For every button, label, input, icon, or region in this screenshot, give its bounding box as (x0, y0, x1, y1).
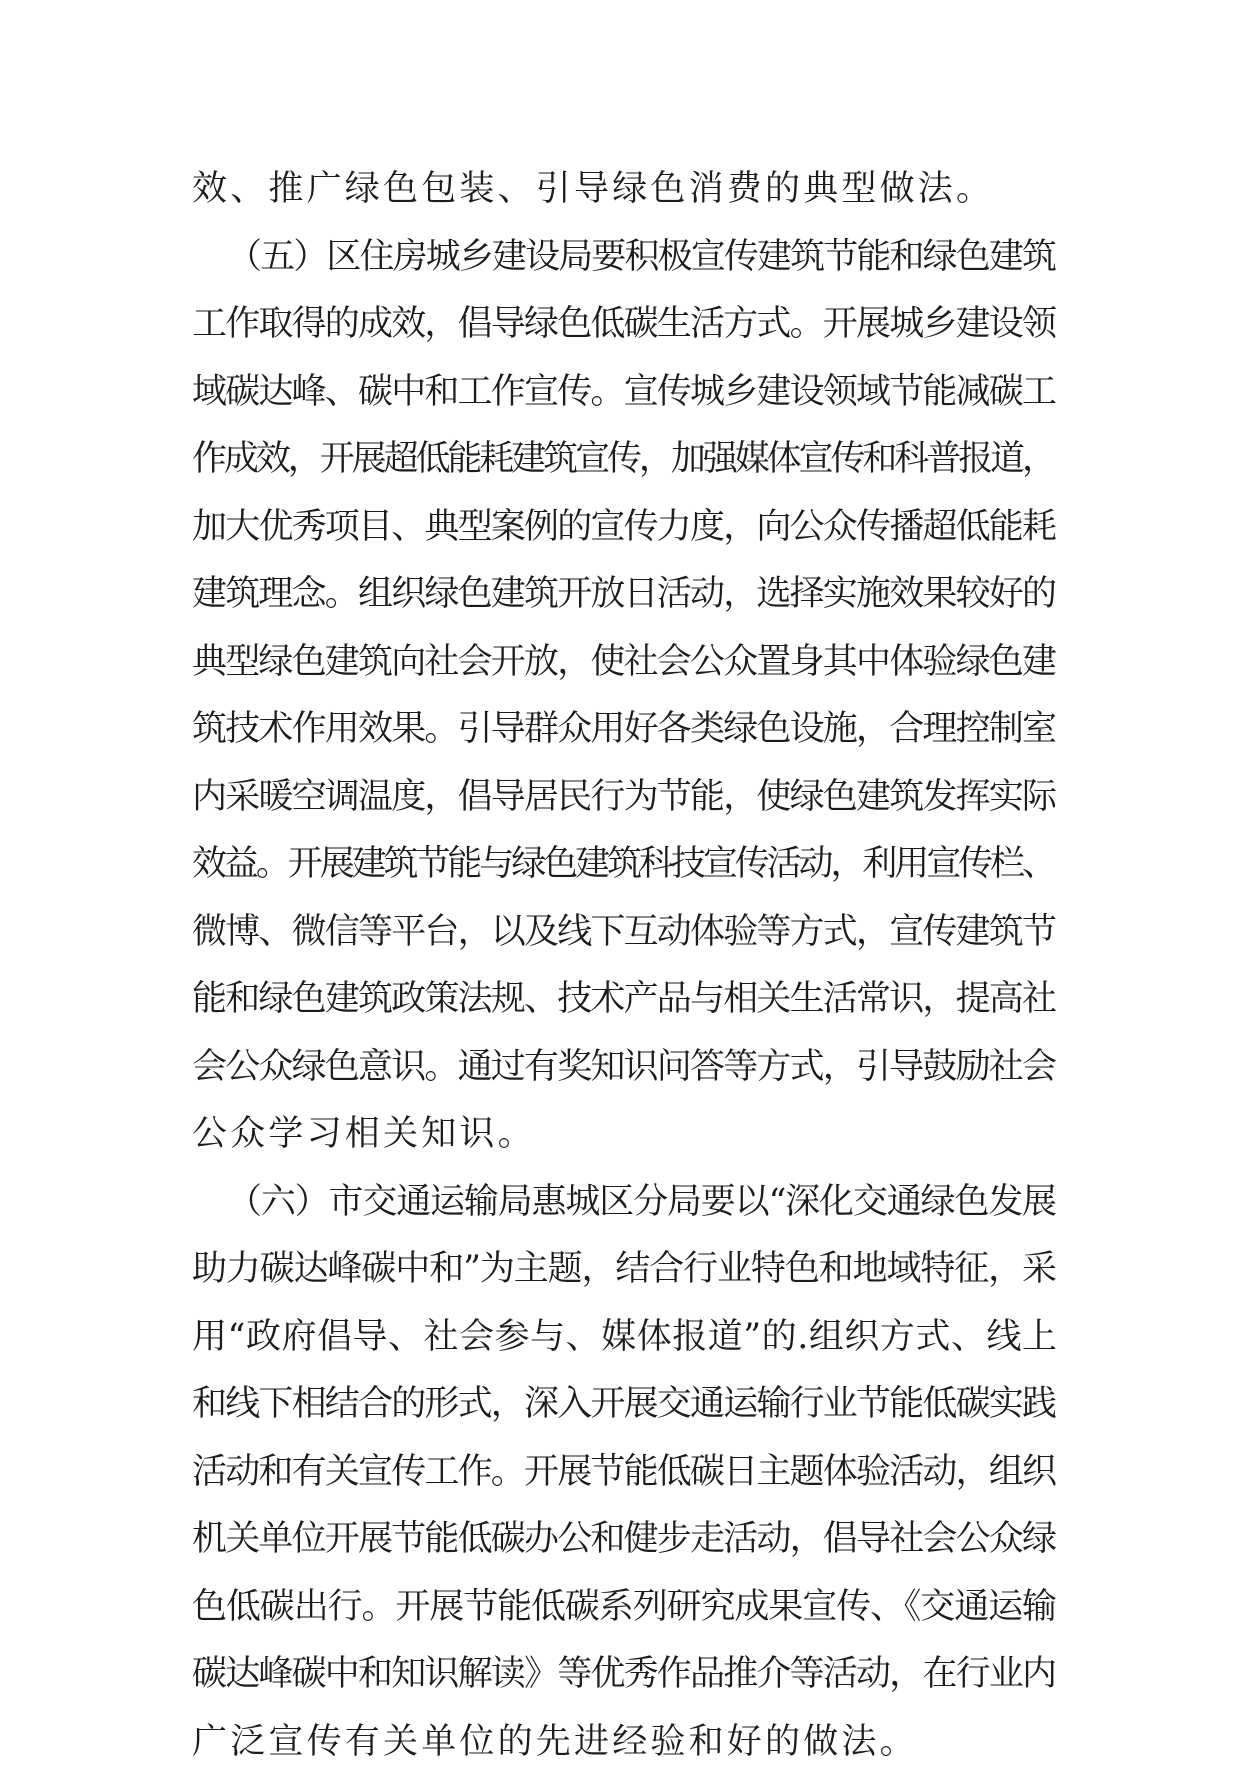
text-line: 微博、微信等平台，以及线下互动体验等方式，宣传建筑节 (192, 899, 1055, 967)
text-line: 公众学习相关知识。 (192, 1101, 1057, 1169)
text-line: 机关单位开展节能低碳办公和健步走活动，倡导社会公众绿 (192, 1506, 1055, 1574)
text-line: 助力碳达峰碳中和”为主题，结合行业特色和地域特征，采 (192, 1236, 1056, 1304)
text-line: 碳达峰碳中和知识解读》等优秀作品推介等活动，在行业内 (192, 1641, 1055, 1709)
document-body (192, 156, 1057, 1776)
text-line: 用“政府倡导、社会参与、媒体报道”的.组织方式、线上 (192, 1304, 1057, 1372)
text-line: 效益。开展建筑节能与绿色建筑科技宣传活动，利用宣传栏、 (192, 831, 1054, 899)
text-line: 内采暖空调温度，倡导居民行为节能，使绿色建筑发挥实际 (192, 764, 1055, 832)
text-line: （五）区住房城乡建设局要积极宣传建筑节能和绿色建筑 (192, 224, 1055, 292)
text-line: 效、推广绿色包装、引导绿色消费的典型做法。 (192, 156, 1057, 224)
text-line: 域碳达峰、碳中和工作宣传。宣传城乡建设领域节能减碳工 (192, 359, 1055, 427)
text-line: （六）市交通运输局惠城区分局要以“深化交通绿色发展 (192, 1169, 1056, 1237)
text-line: 加大优秀项目、典型案例的宣传力度，向公众传播超低能耗 (192, 494, 1055, 562)
text-line: 广泛宣传有关单位的先进经验和好的做法。 (192, 1709, 1057, 1776)
text-line: 筑技术作用效果。引导群众用好各类绿色设施，合理控制室 (192, 696, 1055, 764)
text-line: 会公众绿色意识。通过有奖知识问答等方式，引导鼓励社会 (192, 1034, 1055, 1102)
text-line: 作成效，开展超低能耗建筑宣传，加强媒体宣传和科普报道， (192, 426, 1054, 494)
text-line: 典型绿色建筑向社会开放，使社会公众置身其中体验绿色建 (192, 629, 1055, 697)
text-line: 色低碳出行。开展节能低碳系列研究成果宣传、《交通运输 (192, 1574, 1056, 1642)
text-line: 建筑理念。组织绿色建筑开放日活动，选择实施效果较好的 (192, 561, 1055, 629)
text-line: 能和绿色建筑政策法规、技术产品与相关生活常识，提高社 (192, 966, 1055, 1034)
text-line: 工作取得的成效，倡导绿色低碳生活方式。开展城乡建设领 (192, 291, 1055, 359)
text-line: 活动和有关宣传工作。开展节能低碳日主题体验活动，组织 (192, 1439, 1055, 1507)
text-line: 和线下相结合的形式，深入开展交通运输行业节能低碳实践 (192, 1371, 1055, 1439)
